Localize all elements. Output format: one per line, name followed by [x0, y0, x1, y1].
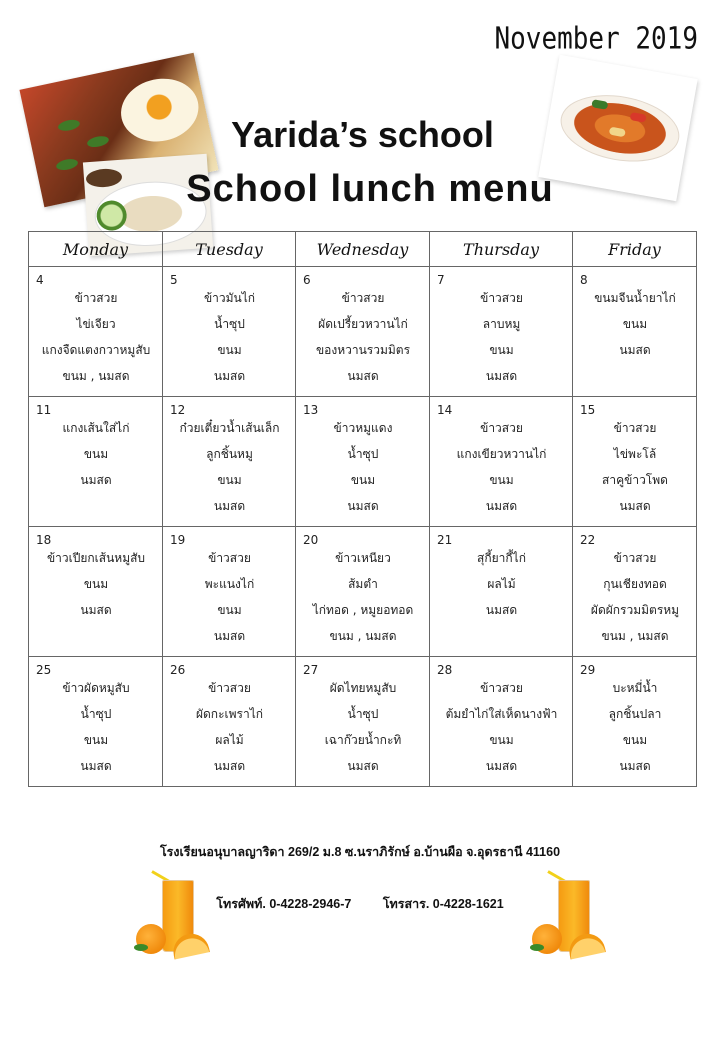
date-number: 12 [170, 403, 186, 417]
menu-item: ข้าวผัดหมูสับ [62, 681, 130, 695]
month-label: November 2019 [494, 22, 698, 57]
menu-item: นมสด [213, 759, 246, 773]
orange-juice-icon [528, 872, 610, 964]
menu-item: น้ำซุป [347, 707, 379, 721]
day-header: Tuesday [163, 232, 296, 267]
day-cell [163, 657, 296, 787]
contact-line [0, 894, 720, 914]
lunch-menu-table [28, 231, 697, 787]
menu-item: สุกี้ยากี้ไก่ [477, 551, 526, 565]
menu-item: นมสด [213, 629, 246, 643]
menu-item: นมสด [80, 759, 112, 773]
fax-number: โทรสาร. 0-4228-1621 [382, 897, 504, 911]
day-cell [296, 267, 430, 397]
day-cell [296, 527, 430, 657]
date-number: 6 [303, 273, 311, 287]
menu-item: นมสด [80, 603, 112, 617]
date-number: 14 [437, 403, 453, 417]
menu-item: ขนม [350, 473, 376, 487]
date-number: 8 [580, 273, 588, 287]
date-number: 21 [437, 533, 453, 547]
menu-item: นมสด [347, 499, 379, 513]
menu-item: ไก่ทอด , หมูยอทอด [312, 603, 414, 617]
menu-item: นมสด [485, 499, 518, 513]
menu-item: เฉาก๊วยน้ำกะทิ [324, 733, 402, 747]
date-number: 19 [170, 533, 186, 547]
day-cell [163, 397, 296, 527]
menu-item: น้ำซุป [80, 707, 112, 721]
menu-item: กุนเชียงทอด [603, 577, 667, 591]
day-cell [296, 657, 430, 787]
day-cell [29, 397, 163, 527]
day-cell [29, 267, 163, 397]
menu-item: ผัดไทยหมูสับ [329, 681, 397, 695]
menu-item: ขนม [217, 603, 242, 617]
day-cell [573, 527, 697, 657]
day-header: Friday [573, 232, 697, 267]
menu-item: ขนม [83, 733, 109, 747]
menu-item: นมสด [213, 499, 246, 513]
day-cell [163, 267, 296, 397]
table-header-row [29, 232, 697, 267]
menu-item: ผลไม้ [215, 733, 244, 747]
menu-item: ผลไม้ [487, 577, 516, 591]
menu-item: ผัดผักรวมมิตรหมู [590, 603, 680, 617]
date-number: 20 [303, 533, 319, 547]
menu-item: ข้าวสวย [613, 421, 657, 435]
menu-item: ขนม , นมสด [62, 369, 130, 383]
menu-item: ข้าวสวย [613, 551, 657, 565]
menu-item: ลาบหมู [482, 317, 521, 331]
menu-item: ข้าวหมูแดง [333, 421, 393, 435]
menu-item: ข้าวเหนียว [335, 551, 391, 565]
day-cell [430, 397, 573, 527]
date-number: 26 [170, 663, 186, 677]
day-cell [430, 527, 573, 657]
date-number: 15 [580, 403, 596, 417]
menu-item: ขนม [217, 473, 242, 487]
day-cell [430, 267, 573, 397]
menu-item: ส้มตำ [348, 577, 378, 591]
menu-item: ข้าวสวย [341, 291, 385, 305]
school-name: Yarida’s school [231, 114, 494, 155]
table-row [29, 527, 697, 657]
menu-item: บะหมี่น้ำ [612, 681, 658, 695]
menu-item: ต้มยำไก่ใส่เห็ดนางฟ้า [445, 707, 558, 721]
menu-item: นมสด [347, 759, 379, 773]
menu-item: ของหวานรวมมิตร [315, 343, 411, 357]
menu-item: ข้าวสวย [208, 551, 251, 565]
menu-item: ไข่พะโล้ [613, 447, 657, 461]
table-row [29, 267, 697, 397]
menu-item: น้ำซุป [347, 447, 379, 461]
day-cell [573, 657, 697, 787]
menu-item: ข้าวสวย [480, 421, 523, 435]
phone-number: โทรศัพท์. 0-4228-2946-7 [216, 897, 352, 911]
menu-item: ขนม [622, 733, 648, 747]
day-cell [163, 527, 296, 657]
menu-item: นมสด [485, 759, 518, 773]
menu-item: นมสด [213, 369, 246, 383]
menu-item: นมสด [485, 603, 518, 617]
menu-item: ผัดกะเพราไก่ [195, 707, 264, 721]
day-cell [430, 657, 573, 787]
menu-item: ลูกชิ้นปลา [608, 707, 662, 721]
date-number: 27 [303, 663, 319, 677]
menu-item: ลูกชิ้นหมู [206, 447, 253, 461]
menu-item: ไข่เจียว [76, 317, 116, 331]
date-number: 4 [36, 273, 44, 287]
menu-item: นมสด [347, 369, 379, 383]
menu-item: นมสด [619, 499, 651, 513]
menu-item: ขนม [217, 343, 242, 357]
menu-item: นมสด [619, 343, 651, 357]
menu-item: ข้าวสวย [480, 681, 523, 695]
day-cell [573, 267, 697, 397]
date-number: 28 [437, 663, 453, 677]
menu-item: แกงเขียวหวานไก่ [456, 447, 547, 461]
menu-item: นมสด [80, 473, 112, 487]
date-number: 7 [437, 273, 445, 287]
menu-item: ขนม , นมสด [601, 629, 669, 643]
day-header: Monday [29, 232, 163, 267]
date-number: 5 [170, 273, 178, 287]
menu-item: สาคูข้าวโพด [602, 473, 668, 487]
menu-item: พะแนงไก่ [204, 577, 255, 591]
menu-item: ข้าวสวย [480, 291, 523, 305]
menu-item: น้ำซุป [214, 317, 245, 331]
menu-item: ข้าวสวย [208, 681, 251, 695]
menu-item: แกงเส้นใส่ไก่ [62, 421, 130, 435]
menu-item: ขนม , นมสด [329, 629, 397, 643]
date-number: 11 [36, 403, 52, 417]
menu-item: ขนม [489, 733, 514, 747]
date-number: 25 [36, 663, 52, 677]
menu-item: ข้าวมันไก่ [203, 291, 256, 305]
day-header: Wednesday [296, 232, 430, 267]
menu-item: แกงจืดแตงกวาหมูสับ [41, 343, 151, 357]
date-number: 29 [580, 663, 596, 677]
menu-item: ข้าวสวย [74, 291, 118, 305]
date-number: 22 [580, 533, 596, 547]
menu-item: นมสด [619, 759, 651, 773]
table-row [29, 657, 697, 787]
menu-item: ขนม [622, 317, 648, 331]
menu-item: ขนม [489, 473, 514, 487]
date-number: 18 [36, 533, 52, 547]
table-row [29, 397, 697, 527]
day-cell [296, 397, 430, 527]
menu-title: School lunch menu [186, 168, 554, 210]
date-number: 13 [303, 403, 319, 417]
menu-item: ขนม [83, 577, 109, 591]
day-cell [29, 657, 163, 787]
day-cell [573, 397, 697, 527]
menu-item: ขนมจีนน้ำยาไก่ [594, 291, 676, 305]
menu-item: นมสด [485, 369, 518, 383]
menu-item: ผัดเปรี้ยวหวานไก่ [318, 317, 408, 331]
menu-item: ก๋วยเตี๋ยวน้ำเส้นเล็ก [179, 421, 280, 435]
day-header: Thursday [430, 232, 573, 267]
day-cell [29, 527, 163, 657]
menu-item: ขนม [489, 343, 514, 357]
orange-juice-icon [132, 872, 214, 964]
school-address: โรงเรียนอนุบาลญาริดา 269/2 ม.8 ซ.นราภิรักษ์ อ.บ้านผือ จ.อุดรธานี 41160 [159, 845, 561, 859]
menu-item: ขนม [83, 447, 109, 461]
menu-item: ข้าวเปียกเส้นหมูสับ [46, 551, 146, 565]
